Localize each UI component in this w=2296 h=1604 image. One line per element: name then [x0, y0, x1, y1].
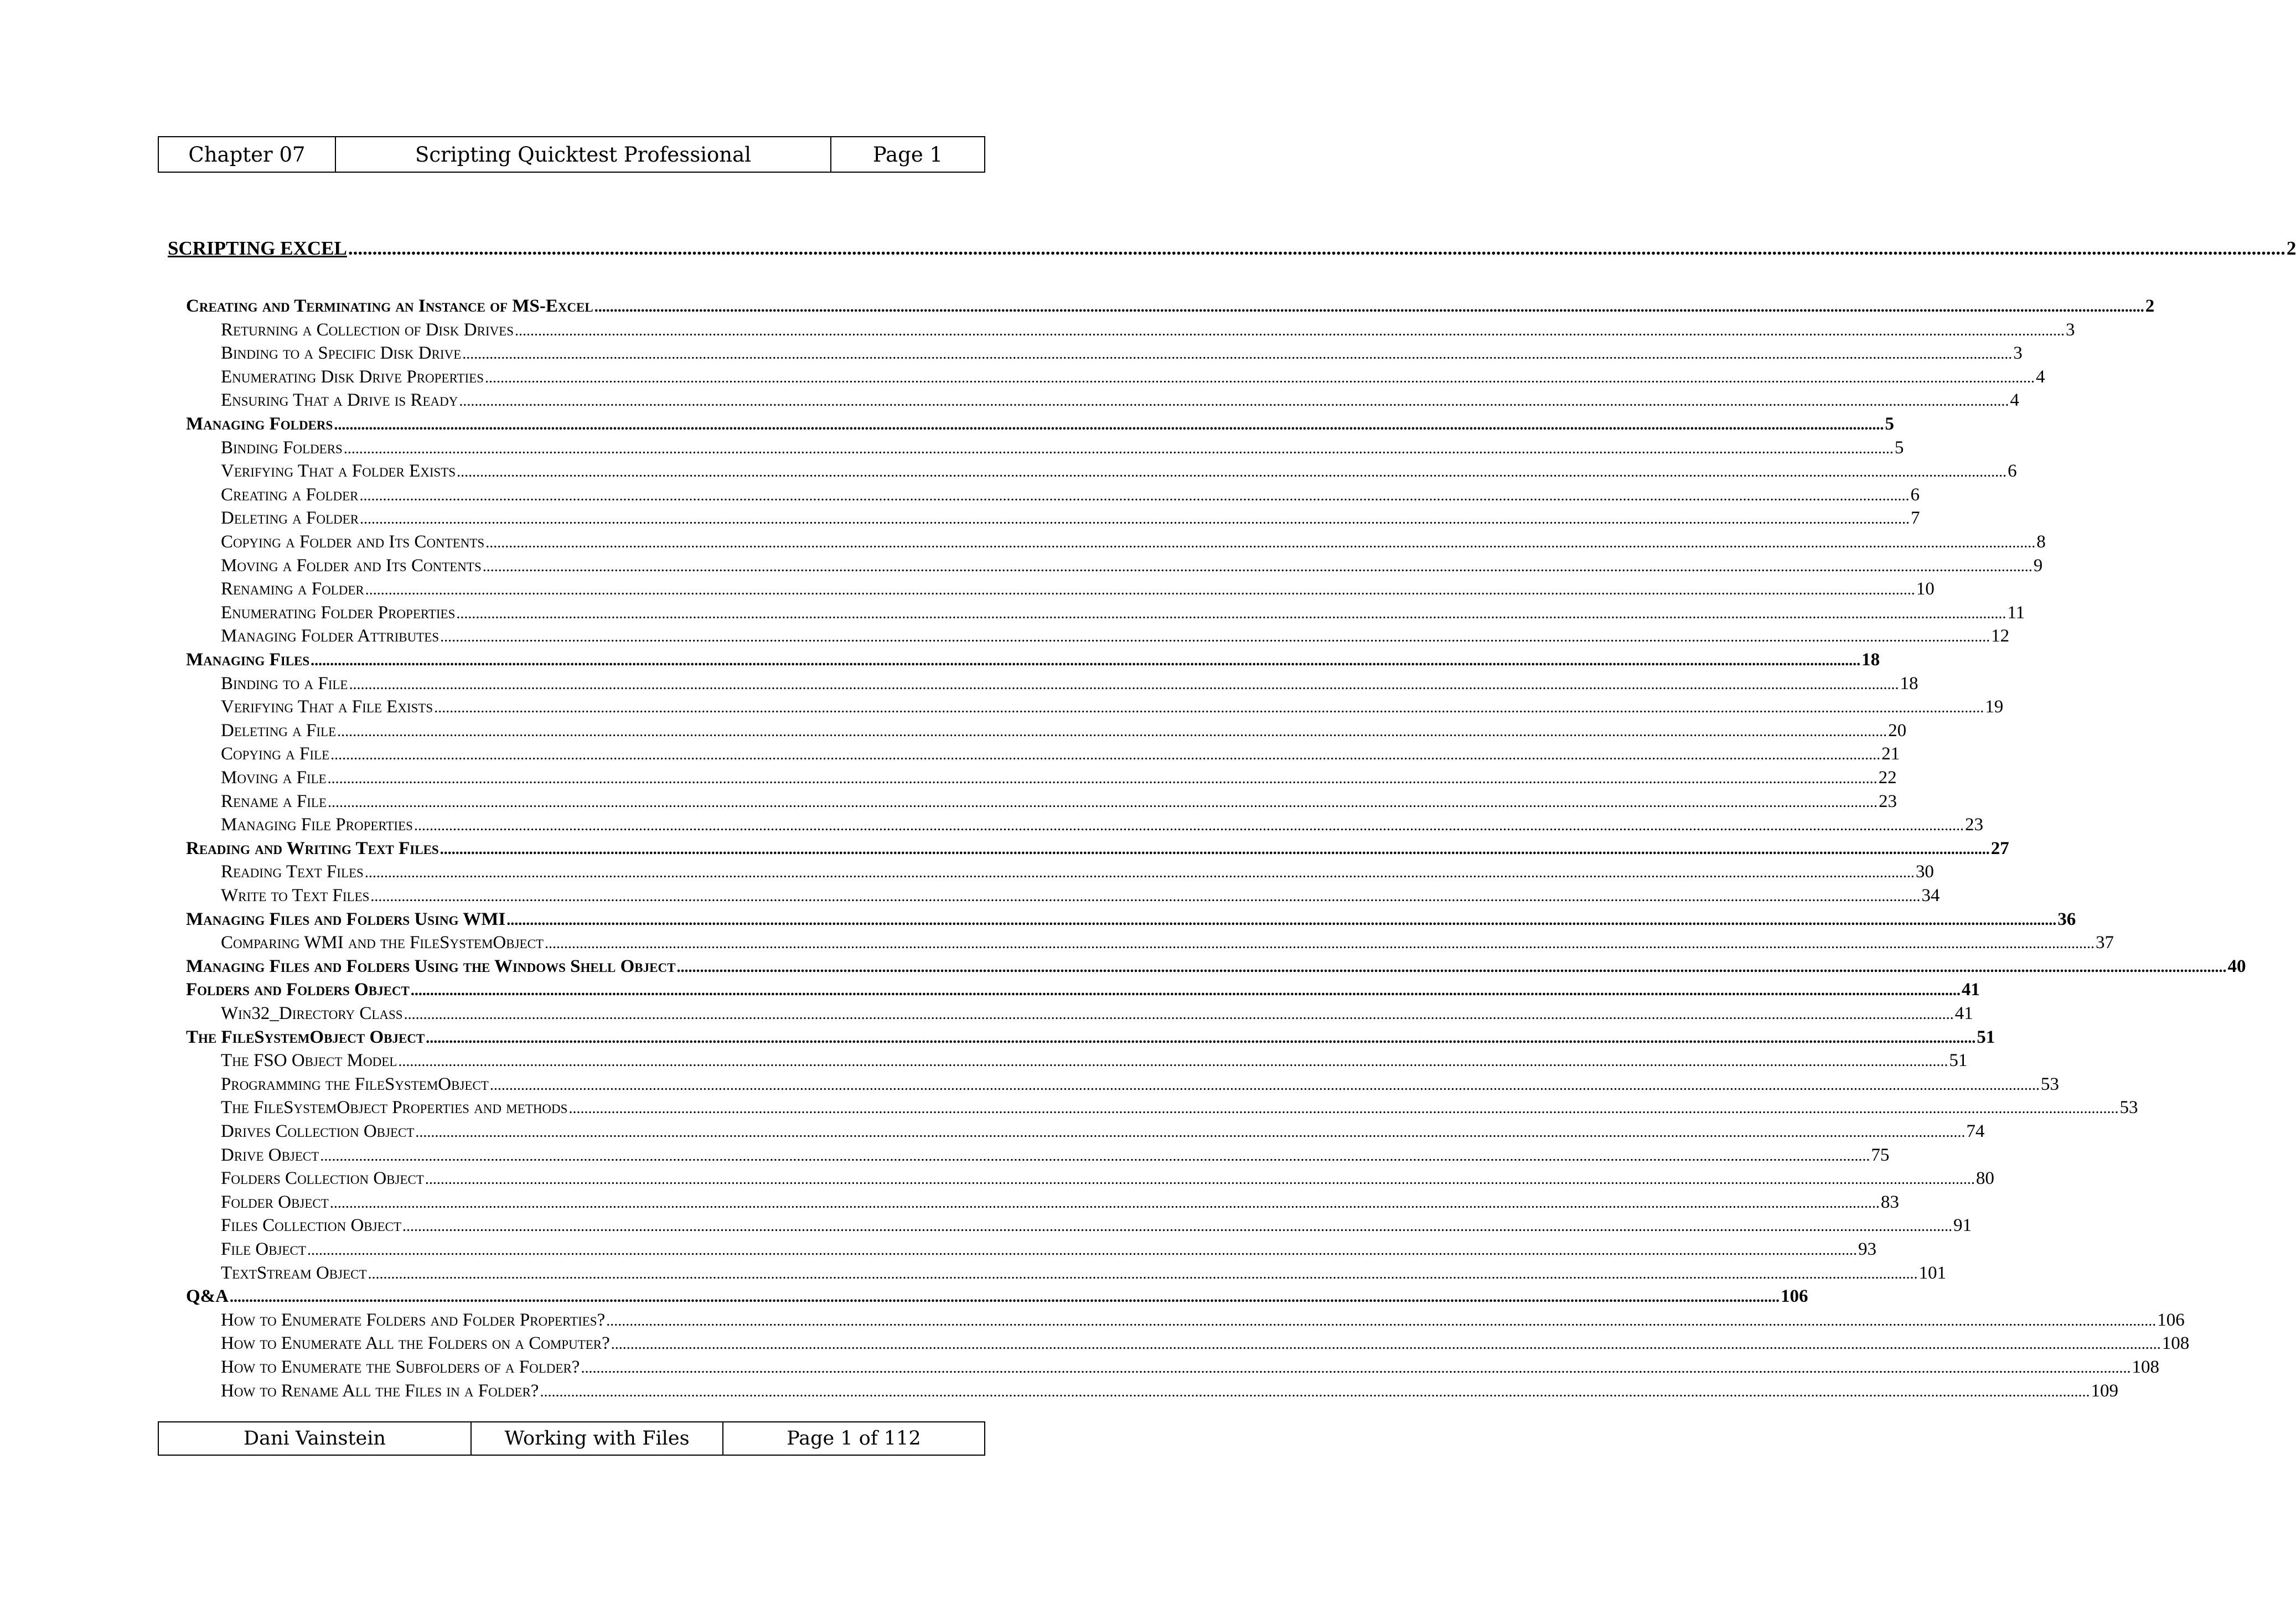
- toc-subsection-entry[interactable]: [221, 1144, 1890, 1167]
- toc-entry-title: Binding to a File: [221, 674, 348, 694]
- toc-subsection-entry[interactable]: [221, 719, 1907, 742]
- toc-dot-leader: ................................................................................................................................................................................................................................................................................................................................................................................................................: [415, 1124, 1966, 1141]
- toc-entry-page: 41: [1961, 980, 1980, 1000]
- toc-entry-page: 5: [1894, 438, 1904, 458]
- toc-entry-title: The FSO Object Model: [221, 1051, 397, 1070]
- toc-dot-leader: ................................................................................................................................................................................................................................................................................................................................................................................................................: [485, 369, 2035, 386]
- toc-dot-leader: ................................................................................................................................................................................................................................................................................................................................................................................................................: [456, 605, 2007, 622]
- page-header: [158, 136, 985, 173]
- toc-entry-page: 22: [1878, 768, 1897, 788]
- toc-entry-title: Ensuring That a Drive is Ready: [221, 390, 458, 410]
- toc-entry-page: 53: [2119, 1098, 2138, 1117]
- toc-subsection-entry[interactable]: [221, 483, 1920, 506]
- toc-dot-leader: ................................................................................................................................................................................................................................................................................................................................................................................................................: [594, 298, 2144, 315]
- toc-entry-title: Enumerating Disk Drive Properties: [221, 367, 484, 387]
- header-chapter: Chapter 07: [159, 137, 336, 172]
- toc-entry-page: 5: [1885, 414, 1894, 434]
- toc-entry-title: Verifying That a File Exists: [221, 697, 433, 717]
- toc-entry-title: Q&A: [186, 1286, 229, 1306]
- toc-entry-page: 108: [2132, 1357, 2159, 1377]
- page-footer: [158, 1421, 985, 1456]
- toc-subsection-entry[interactable]: [221, 624, 2010, 648]
- toc-entry-title: The FileSystemObject Properties and methods: [221, 1098, 568, 1117]
- toc-dot-leader: ................................................................................................................................................................................................................................................................................................................................................................................................................: [365, 581, 1915, 598]
- toc-dot-leader: ................................................................................................................................................................................................................................................................................................................................................................................................................: [402, 1218, 1953, 1235]
- toc-subsection-entry[interactable]: [221, 1238, 1876, 1261]
- toc-section-entry[interactable]: [186, 648, 1880, 671]
- toc-dot-leader: ................................................................................................................................................................................................................................................................................................................................................................................................................: [581, 1359, 2131, 1377]
- toc-entry-title: Reading Text Files: [221, 862, 364, 882]
- toc-subsection-entry[interactable]: [221, 530, 2046, 553]
- toc-entry-page: 27: [1990, 839, 2009, 858]
- toc-dot-leader: ................................................................................................................................................................................................................................................................................................................................................................................................................: [457, 463, 2007, 480]
- toc-dot-leader: ................................................................................................................................................................................................................................................................................................................................................................................................................: [337, 723, 1888, 740]
- toc-subsection-entry[interactable]: [221, 365, 2045, 389]
- toc-entry-title: Returning a Collection of Disk Drives: [221, 320, 514, 340]
- toc-entry-title: Reading and Writing Text Files: [186, 839, 439, 858]
- toc-entry-title: Managing Folders: [186, 414, 333, 434]
- toc-entry-title: Managing Files and Folders Using the Windows Shell Object: [186, 956, 676, 976]
- toc-subsection-entry[interactable]: [221, 554, 2043, 577]
- toc-entry-title: Copying a Folder and Its Contents: [221, 532, 485, 552]
- toc-dot-leader: ................................................................................................................................................................................................................................................................................................................................................................................................................: [434, 699, 1984, 716]
- toc-dot-leader: ................................................................................................................................................................................................................................................................................................................................................................................................................: [398, 1053, 1948, 1070]
- toc-subsection-entry[interactable]: [221, 601, 2025, 624]
- toc-entry-title: Moving a File: [221, 768, 327, 788]
- toc-entry-title: How to Rename All the Files in a Folder?: [221, 1381, 539, 1401]
- toc-entry-title: Managing File Properties: [221, 815, 413, 835]
- toc-dot-leader: ................................................................................................................................................................................................................................................................................................................................................................................................................: [230, 1289, 1780, 1306]
- toc-entry-title: Deleting a File: [221, 721, 337, 741]
- toc-subsection-entry[interactable]: [221, 1002, 1973, 1025]
- toc-entry-title: Deleting a Folder: [221, 508, 359, 528]
- toc-entry-page: 106: [1781, 1286, 1808, 1306]
- toc-dot-leader: ................................................................................................................................................................................................................................................................................................................................................................................................................: [439, 841, 1990, 858]
- toc-entry-title: Managing Files and Folders Using WMI: [186, 909, 506, 929]
- toc-entry-title: Creating a Folder: [221, 485, 359, 505]
- toc-entry-title: Drive Object: [221, 1145, 319, 1165]
- toc-subsection-entry[interactable]: [221, 1332, 2190, 1355]
- toc-subsection-entry[interactable]: [221, 318, 2075, 342]
- toc-dot-leader: ................................................................................................................................................................................................................................................................................................................................................................................................................: [320, 1147, 1870, 1165]
- toc-dot-leader: ................................................................................................................................................................................................................................................................................................................................................................................................................: [410, 982, 1961, 999]
- toc-dot-leader: ................................................................................................................................................................................................................................................................................................................................................................................................................: [404, 1006, 1954, 1023]
- toc-entry-title: Comparing WMI and the FileSystemObject: [221, 933, 544, 953]
- toc-subsection-entry[interactable]: [221, 459, 2017, 483]
- toc-entry-page: 80: [1976, 1168, 1994, 1188]
- toc-dot-leader: ................................................................................................................................................................................................................................................................................................................................................................................................................: [370, 888, 1921, 905]
- toc-dot-leader: ................................................................................................................................................................................................................................................................................................................................................................................................................: [440, 628, 1990, 645]
- toc-subsection-entry[interactable]: [221, 1096, 2138, 1119]
- toc-entry-page: 108: [2161, 1333, 2190, 1353]
- toc-dot-leader: ................................................................................................................................................................................................................................................................................................................................................................................................................: [348, 237, 2285, 259]
- toc-dot-leader: ................................................................................................................................................................................................................................................................................................................................................................................................................: [307, 1241, 1857, 1259]
- toc-subsection-entry[interactable]: [221, 695, 2004, 718]
- toc-entry-page: 12: [1991, 626, 2010, 646]
- toc-entry-title: Write to Text Files: [221, 886, 370, 906]
- toc-entry-title: Enumerating Folder Properties: [221, 603, 456, 623]
- toc-subsection-entry[interactable]: [221, 931, 2114, 954]
- toc-dot-leader: ................................................................................................................................................................................................................................................................................................................................................................................................................: [360, 510, 1910, 527]
- toc-subsection-entry[interactable]: [221, 1214, 1972, 1237]
- toc-entry-title: How to Enumerate All the Folders on a Computer?: [221, 1333, 610, 1353]
- toc-entry-title: Managing Folder Attributes: [221, 626, 439, 646]
- toc-subsection-entry[interactable]: [221, 1120, 1985, 1143]
- toc-entry-title: Managing Files: [186, 650, 310, 670]
- toc-entry-title: Binding Folders: [221, 438, 343, 458]
- toc-dot-leader: ................................................................................................................................................................................................................................................................................................................................................................................................................: [328, 794, 1878, 811]
- toc-section-entry[interactable]: [186, 978, 1980, 1001]
- toc-entry-page: 18: [1861, 650, 1880, 670]
- toc-entry-page: 3: [2013, 343, 2023, 363]
- toc-dot-leader: ................................................................................................................................................................................................................................................................................................................................................................................................................: [426, 1029, 1976, 1047]
- toc-subsection-entry[interactable]: [221, 1261, 1947, 1285]
- toc-entry-title: Folders and Folders Object: [186, 980, 410, 1000]
- toc-entry-page: 10: [1916, 579, 1935, 599]
- toc-entry-title: The FileSystemObject Object: [186, 1027, 425, 1047]
- toc-entry-title: How to Enumerate Folders and Folder Properties?: [221, 1310, 606, 1330]
- toc-dot-leader: ................................................................................................................................................................................................................................................................................................................................................................................................................: [568, 1100, 2119, 1117]
- toc-entry-page: 40: [2227, 956, 2246, 976]
- toc-dot-leader: ................................................................................................................................................................................................................................................................................................................................................................................................................: [349, 676, 1899, 693]
- toc-entry-page: 4: [2036, 367, 2045, 387]
- toc-entry-title: Creating and Terminating an Instance of MS-Excel: [186, 296, 593, 316]
- toc-dot-leader: ................................................................................................................................................................................................................................................................................................................................................................................................................: [515, 322, 2065, 339]
- toc-entry-title: SCRIPTING EXCEL: [168, 237, 347, 259]
- toc-subsection-entry[interactable]: [221, 766, 1897, 789]
- toc-entry-page: 18: [1900, 674, 1918, 694]
- toc-entry-page: 8: [2036, 532, 2046, 552]
- toc-entry-title: Files Collection Object: [221, 1215, 402, 1235]
- toc-entry-page: 41: [1954, 1003, 1973, 1023]
- toc-entry-page: 51: [1977, 1027, 1995, 1047]
- toc-subsection-entry[interactable]: [221, 1191, 1899, 1214]
- toc-entry-page: 37: [2095, 933, 2114, 953]
- toc-entry-page: 101: [1918, 1263, 1947, 1283]
- toc-entry-title: Programming the FileSystemObject: [221, 1074, 489, 1094]
- toc-entry-title: Folder Object: [221, 1192, 329, 1212]
- toc-dot-leader: ................................................................................................................................................................................................................................................................................................................................................................................................................: [485, 534, 2036, 551]
- toc-subsection-entry[interactable]: [221, 1167, 1994, 1190]
- toc-dot-leader: ................................................................................................................................................................................................................................................................................................................................................................................................................: [606, 1312, 2157, 1329]
- toc-dot-leader: ................................................................................................................................................................................................................................................................................................................................................................................................................: [343, 440, 1894, 457]
- toc-entry-page: 74: [1966, 1121, 1985, 1141]
- toc-dot-leader: ................................................................................................................................................................................................................................................................................................................................................................................................................: [329, 1194, 1880, 1212]
- toc-dot-leader: ................................................................................................................................................................................................................................................................................................................................................................................................................: [330, 746, 1881, 763]
- toc-entry-title: Binding to a Specific Disk Drive: [221, 343, 462, 363]
- toc-subsection-entry[interactable]: [221, 506, 1920, 530]
- header-page-number: Page 1: [872, 142, 943, 167]
- toc-subsection-entry[interactable]: [221, 672, 1918, 695]
- toc-section-entry[interactable]: [186, 955, 2246, 978]
- toc-subsection-entry[interactable]: [221, 342, 2023, 365]
- toc-entry-page: 83: [1880, 1192, 1899, 1212]
- toc-dot-leader: ................................................................................................................................................................................................................................................................................................................................................................................................................: [327, 770, 1878, 787]
- toc-dot-leader: ................................................................................................................................................................................................................................................................................................................................................................................................................: [489, 1077, 2040, 1094]
- header-book-title: Scripting Quicktest Professional: [336, 137, 831, 172]
- toc-entry-title: Renaming a Folder: [221, 579, 364, 599]
- toc-subsection-entry[interactable]: [221, 860, 1934, 883]
- toc-entry-page: 75: [1871, 1145, 1890, 1165]
- toc-dot-leader: ................................................................................................................................................................................................................................................................................................................................................................................................................: [540, 1383, 2090, 1400]
- toc-dot-leader: ................................................................................................................................................................................................................................................................................................................................................................................................................: [676, 959, 2227, 976]
- toc-subsection-entry[interactable]: [221, 436, 1904, 459]
- footer-page-of: Page 1 of 112: [787, 1427, 921, 1450]
- toc-entry-page: 21: [1881, 744, 1900, 764]
- toc-entry-title: Copying a File: [221, 744, 330, 764]
- toc-subsection-entry[interactable]: [221, 884, 1940, 907]
- toc-entry-title: Rename a File: [221, 791, 327, 811]
- toc-entry-page: 7: [1911, 508, 1920, 528]
- toc-section-entry[interactable]: [186, 294, 2155, 318]
- toc-entry-title: TextStream Object: [221, 1263, 367, 1283]
- toc-subsection-entry[interactable]: [221, 1379, 2118, 1403]
- toc-subsection-entry[interactable]: [221, 790, 1897, 813]
- toc-entry-page: 91: [1953, 1215, 1972, 1235]
- toc-dot-leader: ................................................................................................................................................................................................................................................................................................................................................................................................................: [506, 912, 2057, 929]
- toc-dot-leader: ................................................................................................................................................................................................................................................................................................................................................................................................................: [425, 1171, 1975, 1188]
- footer-subject: Working with Files: [472, 1422, 723, 1455]
- toc-subsection-entry[interactable]: [221, 389, 2019, 412]
- toc-entry-page: 109: [2091, 1381, 2118, 1401]
- toc-dot-leader: ................................................................................................................................................................................................................................................................................................................................................................................................................: [462, 345, 2013, 363]
- toc-dot-leader: ................................................................................................................................................................................................................................................................................................................................................................................................................: [364, 864, 1915, 881]
- toc-entry-title: Drives Collection Object: [221, 1121, 415, 1141]
- toc-entry-page: 93: [1858, 1239, 1876, 1259]
- toc-dot-leader: ................................................................................................................................................................................................................................................................................................................................................................................................................: [413, 817, 1964, 834]
- toc-subsection-entry[interactable]: [221, 1308, 2185, 1332]
- toc-entry-page: 106: [2157, 1310, 2185, 1330]
- toc-entry-page: 53: [2040, 1074, 2059, 1094]
- toc-entry-title: Folders Collection Object: [221, 1168, 424, 1188]
- toc-entry-page: 3: [2066, 320, 2075, 340]
- toc-dot-leader: ................................................................................................................................................................................................................................................................................................................................................................................................................: [544, 935, 2095, 952]
- toc-subsection-entry[interactable]: [221, 1073, 2059, 1096]
- toc-entry-page: 6: [2008, 461, 2017, 481]
- toc-entry-page: 20: [1888, 721, 1907, 741]
- toc-entry-page: 2: [2286, 237, 2296, 259]
- toc-entry-page: 34: [1921, 886, 1940, 906]
- toc-section-entry[interactable]: [186, 412, 1894, 436]
- toc-entry-page: 23: [1964, 815, 1983, 835]
- toc-dot-leader: ................................................................................................................................................................................................................................................................................................................................................................................................................: [311, 652, 1861, 669]
- toc-entry-title: File Object: [221, 1239, 306, 1259]
- toc-entry-page: 36: [2057, 909, 2076, 929]
- toc-subsection-entry[interactable]: [221, 1049, 1968, 1072]
- toc-chapter-entry[interactable]: [168, 237, 2296, 260]
- toc-subsection-entry[interactable]: [221, 813, 1983, 836]
- toc-entry-page: 2: [2145, 296, 2155, 316]
- toc-dot-leader: ................................................................................................................................................................................................................................................................................................................................................................................................................: [482, 558, 2033, 575]
- toc-dot-leader: ................................................................................................................................................................................................................................................................................................................................................................................................................: [459, 392, 2009, 410]
- toc-dot-leader: ................................................................................................................................................................................................................................................................................................................................................................................................................: [368, 1265, 1918, 1282]
- toc-subsection-entry[interactable]: [221, 577, 1935, 601]
- toc-entry-title: How to Enumerate the Subfolders of a Folder?: [221, 1357, 580, 1377]
- toc-entry-page: 6: [1910, 485, 1920, 505]
- toc-entry-title: Win32_Directory Class: [221, 1003, 403, 1023]
- toc-entry-page: 19: [1985, 697, 2004, 717]
- toc-subsection-entry[interactable]: [221, 1355, 2159, 1379]
- toc-subsection-entry[interactable]: [221, 742, 1900, 765]
- toc-entry-page: 30: [1915, 862, 1934, 882]
- toc-section-entry[interactable]: [186, 1026, 1995, 1049]
- toc-entry-page: 4: [2010, 390, 2019, 410]
- footer-author: Dani Vainstein: [159, 1422, 472, 1455]
- toc-entry-page: 11: [2007, 603, 2025, 623]
- toc-entry-page: 23: [1879, 791, 1897, 811]
- toc-entry-title: Moving a Folder and Its Contents: [221, 556, 482, 576]
- toc-dot-leader: ................................................................................................................................................................................................................................................................................................................................................................................................................: [334, 416, 1884, 433]
- toc-section-entry[interactable]: [186, 908, 2076, 931]
- toc-dot-leader: ................................................................................................................................................................................................................................................................................................................................................................................................................: [611, 1336, 2161, 1353]
- toc-entry-page: 51: [1949, 1051, 1968, 1070]
- toc-section-entry[interactable]: [186, 1285, 1808, 1308]
- toc-entry-title: Verifying That a Folder Exists: [221, 461, 456, 481]
- toc-entry-page: 9: [2033, 556, 2043, 576]
- toc-dot-leader: ................................................................................................................................................................................................................................................................................................................................................................................................................: [359, 487, 1910, 504]
- toc-section-entry[interactable]: [186, 837, 2009, 860]
